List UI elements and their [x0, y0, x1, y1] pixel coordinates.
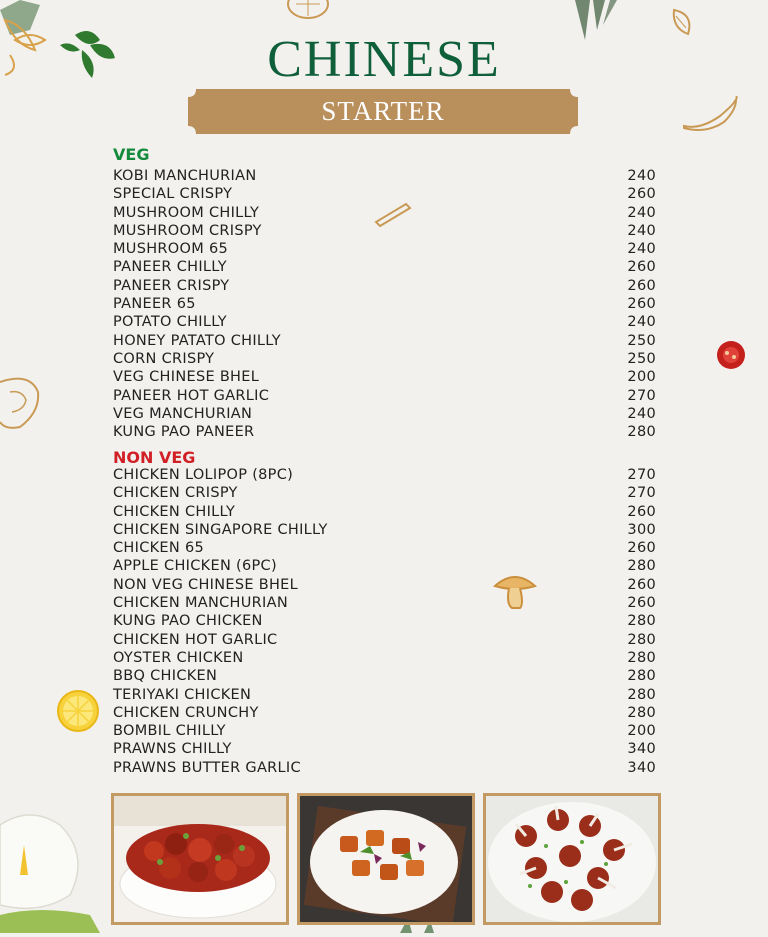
menu-item [113, 740, 656, 758]
item-name: PANEER CHILLY [113, 259, 227, 276]
item-price: 240 [627, 314, 656, 331]
item-name: KUNG PAO CHICKEN [113, 613, 263, 630]
item-name: CHICKEN SINGAPORE CHILLY [113, 521, 328, 538]
item-price: 260 [627, 186, 656, 203]
item-price: 270 [627, 467, 656, 483]
item-name: CHICKEN CHILLY [113, 503, 236, 520]
item-name: OYSTER CHICKEN [113, 649, 244, 666]
menu-item [113, 612, 656, 630]
item-name: PRAWNS CHILLY [113, 741, 232, 758]
menu-item [113, 631, 656, 649]
menu-item [113, 350, 656, 368]
lemon-slice-icon [284, 0, 332, 26]
food-photo-chicken-lolipop [483, 793, 661, 925]
item-price: 260 [627, 503, 656, 520]
veg-heading: VEG [113, 145, 150, 164]
menu-item [113, 368, 656, 386]
item-name: BOMBIL CHILLY [113, 723, 226, 740]
item-price: 260 [627, 277, 656, 294]
menu-item [113, 704, 656, 722]
page-title: CHINESE [267, 31, 501, 88]
nonveg-heading: NON VEG [113, 448, 196, 467]
item-name: CHICKEN 65 [113, 540, 205, 557]
menu-item [113, 185, 656, 203]
item-price: 280 [627, 424, 656, 441]
menu-item [113, 722, 656, 740]
item-price: 260 [627, 595, 656, 612]
menu-item [113, 222, 656, 240]
item-name: PANEER 65 [113, 296, 196, 313]
menu-item [113, 423, 656, 441]
item-name: VEG MANCHURIAN [113, 405, 253, 422]
item-price: 280 [627, 668, 656, 685]
item-name: SPECIAL CRISPY [113, 186, 233, 203]
item-name: CORN CRISPY [113, 350, 215, 367]
item-name: KOBI MANCHURIAN [113, 168, 257, 184]
item-name: KUNG PAO PANEER [113, 424, 255, 441]
item-name: PANEER CRISPY [113, 277, 230, 294]
menu-item [113, 405, 656, 423]
item-price: 240 [627, 204, 656, 221]
food-photo-paneer-chilly [297, 793, 475, 925]
menu-item [113, 667, 656, 685]
menu-item [113, 484, 656, 502]
item-price: 280 [627, 649, 656, 666]
menu-item [113, 557, 656, 575]
item-price: 340 [627, 741, 656, 758]
menu-item [113, 295, 656, 313]
item-price: 280 [627, 613, 656, 630]
item-name: HONEY PATATO CHILLY [113, 332, 281, 349]
menu-item [113, 387, 656, 405]
menu-item [113, 258, 656, 276]
lily-flower-icon [0, 805, 110, 937]
item-name: CHICKEN MANCHURIAN [113, 595, 288, 612]
item-name: POTATO CHILLY [113, 314, 227, 331]
food-photo-chicken-bowl [111, 793, 289, 925]
item-name: BBQ CHICKEN [113, 668, 218, 685]
menu-item [113, 240, 656, 258]
item-price: 270 [627, 387, 656, 404]
item-price: 280 [627, 558, 656, 575]
item-price: 260 [627, 576, 656, 593]
ginger-icon [0, 372, 42, 438]
item-name: APPLE CHICKEN (6PC) [113, 558, 277, 575]
menu-item [113, 204, 656, 222]
item-price: 300 [627, 521, 656, 538]
item-price: 200 [627, 369, 656, 386]
item-price: 250 [627, 350, 656, 367]
item-price: 280 [627, 686, 656, 703]
menu-item [113, 759, 656, 777]
item-price: 270 [627, 485, 656, 502]
item-name: PANEER HOT GARLIC [113, 387, 270, 404]
menu-item [113, 539, 656, 557]
menu-item [113, 521, 656, 539]
subtitle-banner [188, 89, 578, 134]
menu-item [113, 167, 656, 185]
item-price: 200 [627, 723, 656, 740]
item-name: CHICKEN CRISPY [113, 485, 238, 502]
item-name: CHICKEN HOT GARLIC [113, 631, 278, 648]
item-price: 250 [627, 332, 656, 349]
item-name: MUSHROOM CRISPY [113, 222, 262, 239]
lemon-slice-icon [56, 689, 100, 737]
menu-item [113, 466, 656, 484]
item-price: 240 [627, 168, 656, 184]
item-name: VEG CHINESE BHEL [113, 369, 260, 386]
item-price: 280 [627, 704, 656, 721]
menu-item [113, 649, 656, 667]
menu-item [113, 332, 656, 350]
item-name: TERIYAKI CHICKEN [113, 686, 252, 703]
veg-menu-list [113, 167, 656, 441]
item-name: NON VEG CHINESE BHEL [113, 576, 299, 593]
item-name: CHICKEN LOLIPOP (8PC) [113, 467, 294, 483]
menu-item [113, 277, 656, 295]
tomato-icon [716, 340, 746, 374]
menu-item [113, 594, 656, 612]
item-name: MUSHROOM 65 [113, 241, 229, 258]
item-price: 240 [627, 405, 656, 422]
item-name: PRAWNS BUTTER GARLIC [113, 759, 301, 776]
banner-subtitle: STARTER [321, 96, 445, 126]
item-name: MUSHROOM CHILLY [113, 204, 260, 221]
menu-item [113, 576, 656, 594]
chili-icon [680, 96, 740, 140]
item-name: CHICKEN CRUNCHY [113, 704, 259, 721]
menu-item [113, 686, 656, 704]
item-price: 240 [627, 222, 656, 239]
item-price: 340 [627, 759, 656, 776]
item-price: 260 [627, 259, 656, 276]
nonveg-menu-list [113, 466, 656, 777]
item-price: 280 [627, 631, 656, 648]
menu-item [113, 313, 656, 331]
item-price: 260 [627, 540, 656, 557]
menu-item [113, 503, 656, 521]
item-price: 260 [627, 296, 656, 313]
item-price: 240 [627, 241, 656, 258]
